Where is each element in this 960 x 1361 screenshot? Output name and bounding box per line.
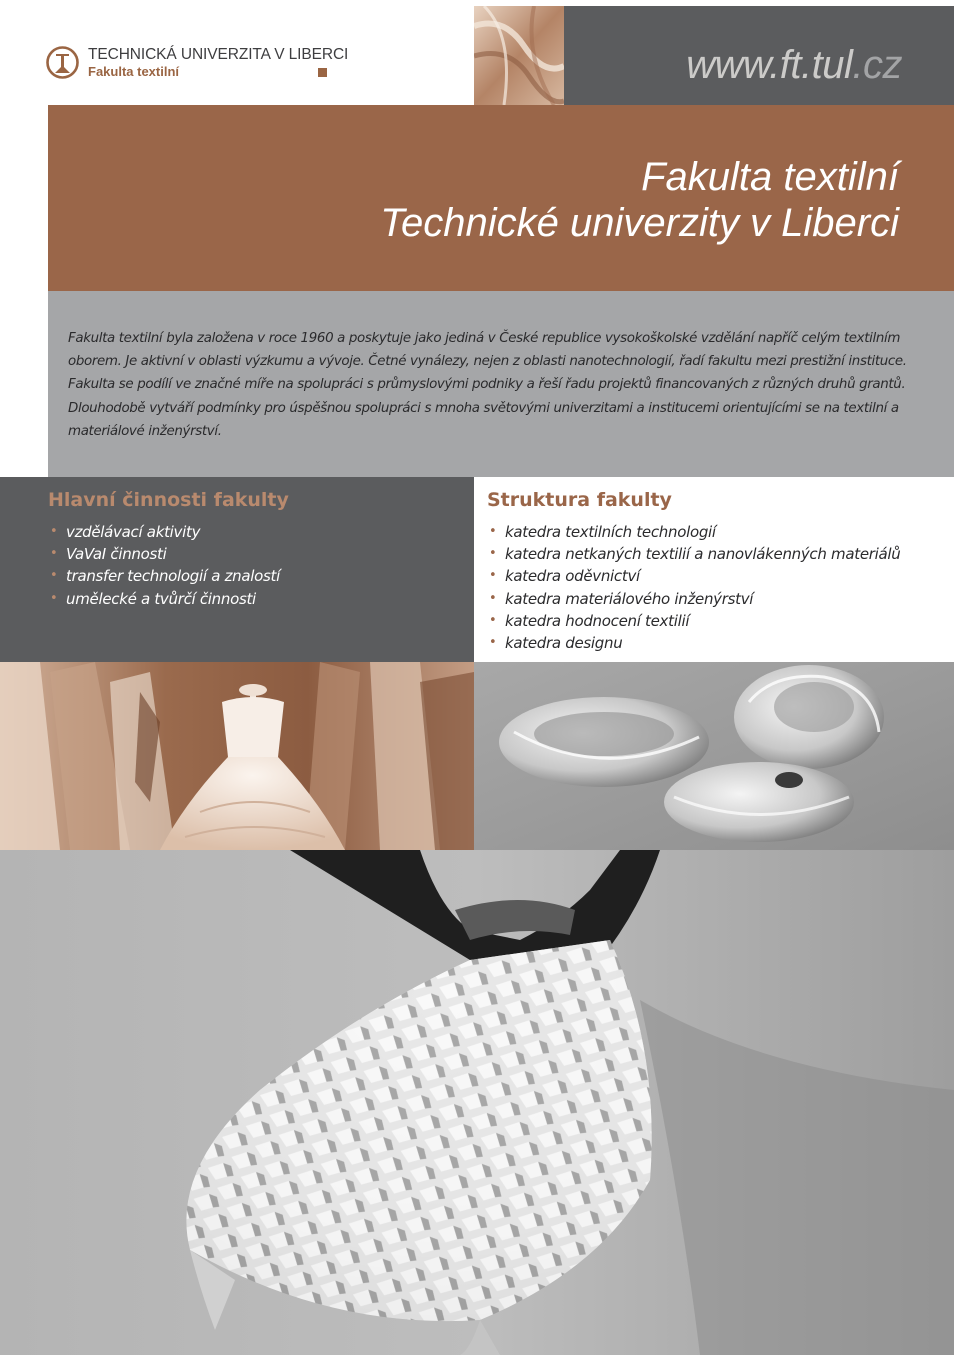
header-textile-photo	[474, 6, 564, 105]
list-item	[48, 588, 280, 610]
bullet-icon: •	[489, 612, 497, 628]
bullet-icon: •	[50, 590, 58, 606]
university-name: TECHNICKÁ UNIVERZITA V LIBERCI	[88, 46, 349, 63]
bullet-icon: •	[50, 546, 58, 562]
photo-glass-bowls	[474, 662, 954, 850]
list-item	[487, 565, 900, 587]
intro-band	[48, 291, 954, 477]
photo-wedding-dress	[0, 662, 474, 850]
list-item-label: katedra netkaných textilií a nanovlákenných materiálů	[505, 545, 901, 564]
bullet-icon: •	[489, 546, 497, 562]
structure-heading: Struktura fakulty	[487, 489, 672, 511]
activities-panel	[0, 477, 474, 662]
list-item	[487, 632, 900, 654]
list-item-label: umělecké a tvůrčí činnosti	[66, 589, 256, 608]
logo-square-mark	[318, 68, 327, 77]
list-item-label: katedra materiálového inženýrství	[505, 589, 754, 608]
website-url[interactable]	[686, 43, 902, 88]
url-suffix: .cz	[852, 43, 902, 87]
list-item	[487, 588, 900, 610]
structure-list	[487, 521, 900, 654]
list-item	[487, 543, 900, 565]
list-item	[48, 565, 280, 587]
bullet-icon: •	[489, 524, 497, 539]
bullet-icon: •	[489, 568, 497, 584]
list-item-label: transfer technologií a znalostí	[66, 567, 280, 586]
bullet-icon: •	[489, 590, 497, 606]
hero-band	[48, 105, 954, 291]
list-item-label: katedra oděvnictví	[505, 567, 640, 586]
bullet-icon: •	[50, 568, 58, 584]
photo-paper-skirt	[0, 850, 954, 1355]
url-main: www.ft.tul	[686, 43, 853, 87]
list-item	[48, 521, 280, 543]
list-item	[487, 610, 900, 632]
activities-heading: Hlavní činnosti fakulty	[48, 489, 289, 511]
intro-paragraph: Fakulta textilní byla založena v roce 1960 a poskytuje jako jediná v České republice vysokoškolské vzdělání napříč celým textilním oborem. Je aktivní v oblasti výzkumu a vývoje. Četné vynálezy, nejen z oblasti nanotechnologií, řadí fakultu mezi prestižní instituce. Fakulta se podílí ve značné míře na spolupráci s průmyslovými podniky a řeší řadu projektů financovaných z různých druhů grantů. Dlouhodobě vytváří podmínky pro úspěšnou spolupráci s mnoha světovými univerzitami a institucemi orientujícími se na textilní a materiálové inženýrství.	[68, 331, 907, 439]
structure-panel	[474, 477, 954, 662]
hero-title-line2: Technické univerzity v Liberci	[380, 201, 899, 245]
header-logo-area	[0, 0, 474, 105]
bullet-icon: •	[50, 524, 58, 539]
bullet-icon: •	[489, 635, 497, 651]
list-item	[48, 543, 280, 565]
hero-title-line1: Fakulta textilní	[641, 155, 899, 199]
list-item-label: vzdělávací aktivity	[66, 523, 201, 541]
list-item-label: katedra textilních technologií	[505, 523, 716, 541]
list-item	[487, 521, 900, 543]
list-item-label: katedra hodnocení textilií	[505, 611, 690, 630]
list-item-label: VaVaI činnosti	[66, 545, 167, 564]
header-url-band	[564, 6, 954, 105]
list-item-label: katedra designu	[505, 634, 623, 653]
activities-list	[48, 521, 280, 610]
tul-emblem-icon	[46, 46, 79, 79]
faculty-name: Fakulta textilní	[88, 64, 180, 79]
university-logo[interactable]	[46, 46, 349, 86]
